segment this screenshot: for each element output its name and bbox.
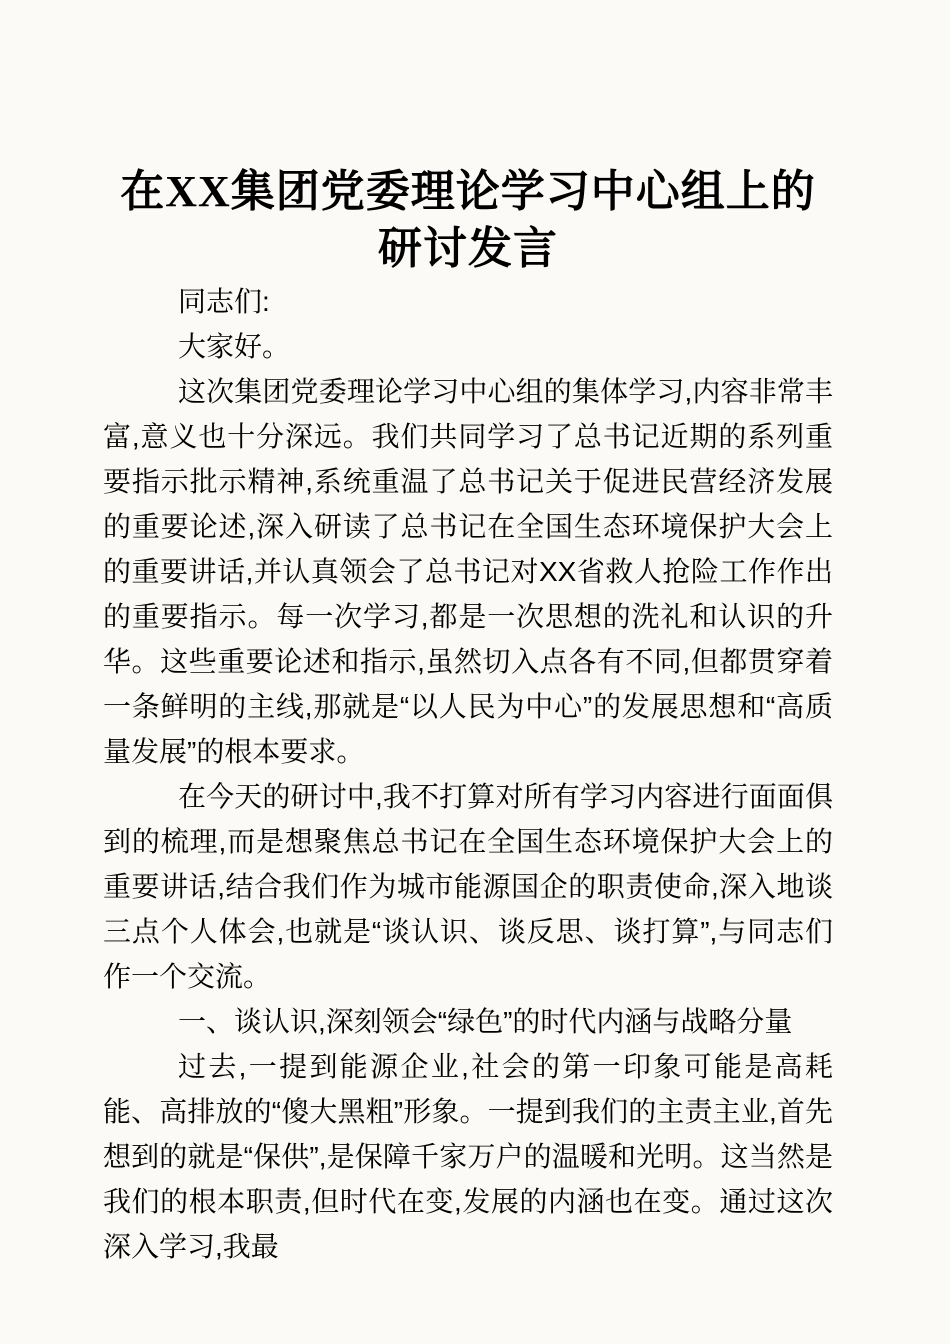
- paragraph-study-overview: 这次集团党委理论学习中心组的集体学习,内容非常丰富,意义也十分深远。我们共同学习了总书记近期的系列重要指示批示精神,系统重温了总书记关于促进民营经济发展的重要论述,深入研读了总书记在全国生态环境保护大会上的重要讲话,并认真领会了总书记对XX省救人抢险工作作出的重要指示。每一次学习,都是一次思想的洗礼和认识的升华。这些重要论述和指示,虽然切入点各有不同,但都贯穿着一条鲜明的主线,那就是“以人民为中心”的发展思想和“高质量发展”的根本要求。: [103, 376, 833, 767]
- salutation-line: 同志们:: [178, 286, 270, 317]
- paragraph-section1-body: 过去,一提到能源企业,社会的第一印象可能是高耗能、高排放的“傻大黑粗”形象。一提到我们的主责主业,首先想到的就是“保供”,是保障千家万户的温暖和光明。这当然是我们的根本职责,但时代在变,发展的内涵也在变。通过这次深入学习,我最: [103, 1051, 833, 1262]
- section-heading-1: 一、谈认识,深刻领会“绿色”的时代内涵与战略分量: [178, 1006, 793, 1037]
- greeting-line: 大家好。: [178, 331, 291, 362]
- document-body: [103, 279, 833, 1269]
- document-title: 在XX集团党委理论学习中心组上的研讨发言: [120, 167, 816, 273]
- paragraph-discussion-focus: 在今天的研讨中,我不打算对所有学习内容进行面面俱到的梳理,而是想聚焦总书记在全国生态环境保护大会上的重要讲话,结合我们作为城市能源国企的职责使命,深入地谈三点个人体会,也就是“谈认识、谈反思、谈打算”,与同志们作一个交流。: [103, 781, 833, 992]
